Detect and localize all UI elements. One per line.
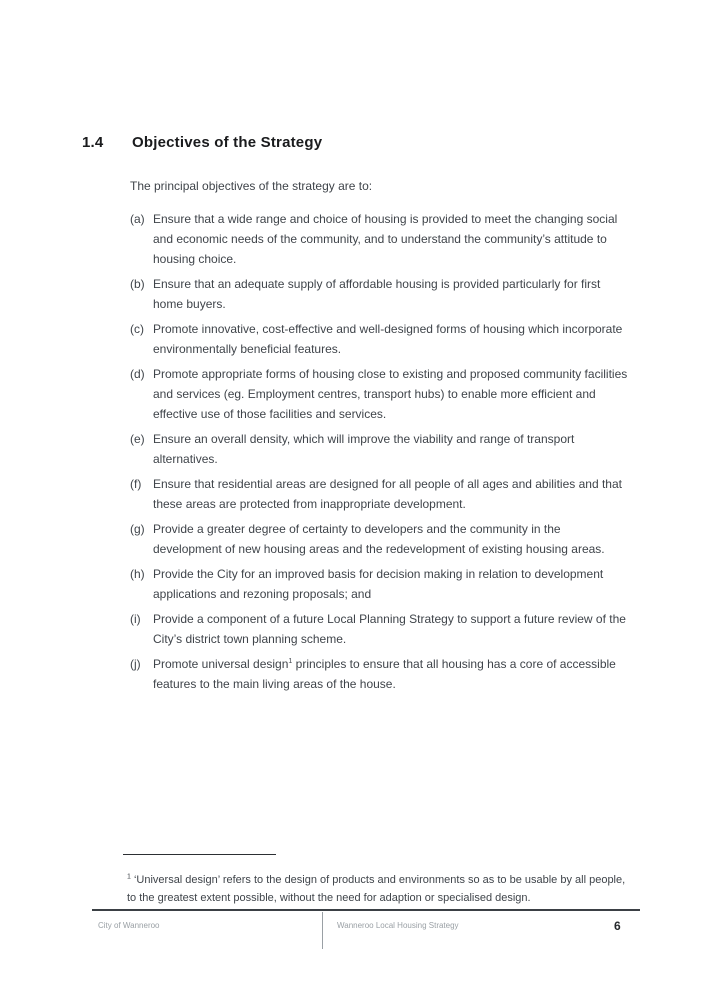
objective-item-i	[130, 609, 632, 649]
objective-label: (a)	[130, 212, 145, 226]
objective-text: Provide a greater degree of certainty to developers and the community in the development of new housing areas and the redevelopment of existing housing areas.	[153, 522, 605, 556]
objective-text: Ensure an overall density, which will improve the viability and range of transport alternatives.	[153, 432, 575, 466]
page-number: 6	[614, 919, 621, 933]
objective-item-b	[130, 274, 632, 314]
intro-paragraph: The principal objectives of the strategy are to:	[130, 179, 373, 193]
objective-item-d	[130, 364, 632, 424]
objective-text: Provide a component of a future Local Planning Strategy to support a future review of the City’s district town planning scheme.	[153, 612, 626, 646]
section-heading	[82, 134, 322, 151]
objective-text: Ensure that residential areas are designed for all people of all ages and abilities and that these areas are protected from inappropriate development.	[153, 477, 622, 511]
objective-item-c	[130, 319, 632, 359]
objective-text-post: principles to ensure that all housing has a core of accessible features to the main living areas of the house.	[153, 657, 616, 691]
footnote-reference: 1	[288, 658, 293, 665]
objective-label: (g)	[130, 522, 145, 536]
objective-label: (h)	[130, 567, 145, 581]
objective-label: (e)	[130, 432, 145, 446]
objective-item-f	[130, 474, 632, 514]
objective-label: (j)	[130, 657, 141, 671]
footer-left-text: City of Wanneroo	[98, 921, 160, 930]
objective-label: (f)	[130, 477, 142, 491]
footnote-separator	[123, 854, 276, 855]
footnote	[127, 872, 635, 907]
section-title: Objectives of the Strategy	[132, 134, 323, 151]
footer-center-text: Wanneroo Local Housing Strategy	[337, 921, 459, 930]
objective-text: Provide the City for an improved basis for decision making in relation to development applications and rezoning proposals; and	[153, 567, 604, 601]
section-number: 1.4	[82, 134, 104, 151]
objective-item-a	[130, 209, 632, 269]
objective-label: (i)	[130, 612, 141, 626]
objective-item-g	[130, 519, 632, 559]
objective-text: Ensure that a wide range and choice of housing is provided to meet the changing social and economic needs of the community, and to understand the community’s attitude to housing choice.	[153, 212, 618, 266]
objective-label: (b)	[130, 277, 145, 291]
objective-item-j	[130, 654, 632, 694]
objective-label: (c)	[130, 322, 144, 336]
objective-text: Ensure that an adequate supply of affordable housing is provided particularly for first home buyers.	[153, 277, 601, 311]
objective-text: Promote appropriate forms of housing close to existing and proposed community facilities and services (eg. Employment centres, transport hubs) to enable more efficient and effective use of those facilities and services.	[153, 367, 628, 421]
footnote-marker: 1	[127, 873, 131, 881]
footer-rule	[92, 909, 640, 911]
objective-item-h	[130, 564, 632, 604]
footnote-text: ‘Universal design’ refers to the design of products and environments so as to be usable by all people, to the greatest extent possible, without the need for adaption or specialised design.	[127, 874, 626, 904]
footer-divider	[322, 912, 323, 949]
objective-text	[153, 654, 632, 694]
objective-text-pre: Promote universal design	[153, 657, 289, 671]
body-content	[130, 176, 632, 699]
objective-label: (d)	[130, 367, 145, 381]
objective-text: Promote innovative, cost-effective and well-designed forms of housing which incorporate environmentally beneficial features.	[153, 322, 623, 356]
objective-item-e	[130, 429, 632, 469]
